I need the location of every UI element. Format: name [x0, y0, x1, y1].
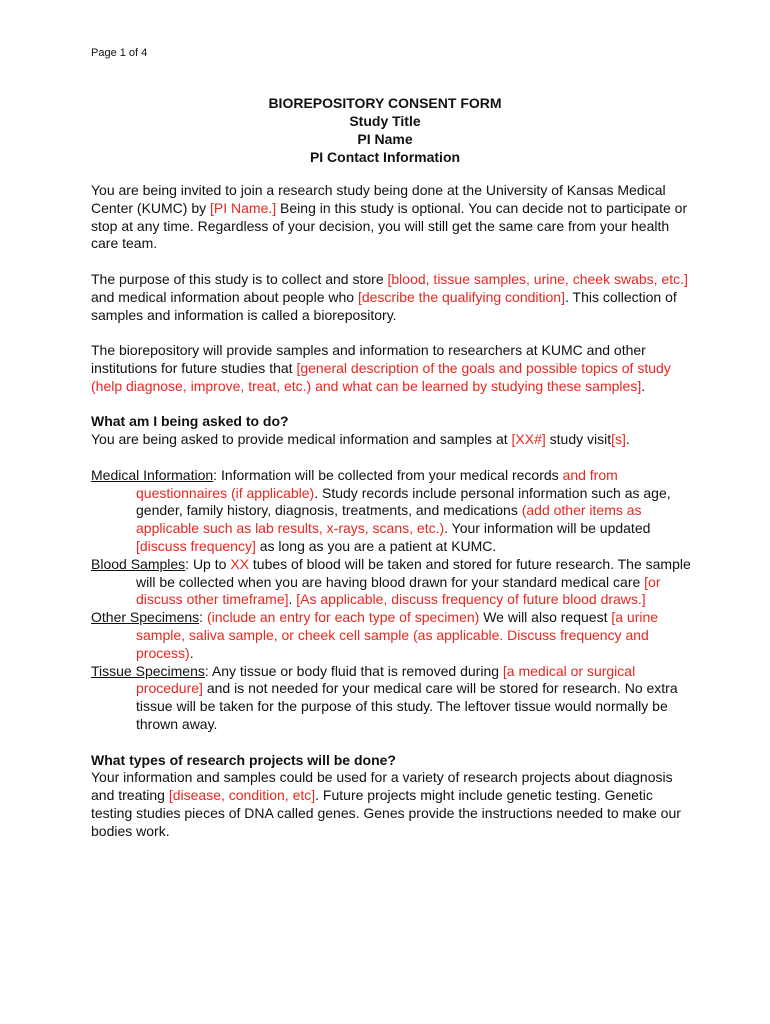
placeholder-text: and from questionnaires (if applicable): [136, 466, 618, 501]
placeholder-text: [PI Name.]: [210, 199, 277, 216]
biorepository-text: The biorepository will provide samples and information to researchers at KUMC and other institutions for future studies that: [91, 342, 646, 376]
item-text: : Any tissue or body fluid that is removed during: [204, 662, 503, 679]
placeholder-text: [or discuss other timeframe]: [136, 573, 661, 608]
item-label: Other Specimens: [91, 609, 200, 626]
asked-text: You are being asked to provide medical information and samples at: [91, 431, 512, 448]
placeholder-text: (include an entry for each type of specimen): [206, 609, 480, 626]
document-body: [91, 182, 691, 840]
blood-samples-item: [91, 556, 691, 609]
item-label: Tissue Specimens: [91, 662, 205, 679]
placeholder-text: [a medical or surgical procedure]: [136, 662, 636, 697]
placeholder-text: [disease, condition, etc]: [168, 787, 316, 804]
item-text: .: [189, 644, 194, 661]
medical-information-item: [91, 467, 691, 556]
placeholder-text: [a urine sample, saliva sample, or cheek cell sample (as applicable. Discuss frequency and process): [136, 609, 659, 661]
item-text: and is not needed for your medical care will be stored for research. No extra tissue will be taken for the purpose of this study. The leftover tissue would normally be thrown away.: [136, 680, 678, 732]
item-text: :: [199, 609, 207, 626]
item-text: as long as you are a patient at KUMC.: [255, 537, 497, 554]
item-label: Medical Information: [91, 466, 214, 483]
purpose-text: and medical information about people who: [91, 288, 358, 305]
item-text: . Your information will be updated: [444, 520, 651, 537]
asked-section: [91, 413, 691, 449]
placeholder-text: [blood, tissue samples, urine, cheek swabs, etc.]: [387, 270, 688, 287]
placeholder-text: [As applicable, discuss frequency of future blood draws.]: [296, 591, 646, 608]
item-text: .: [288, 591, 297, 608]
pi-name: PI Name: [357, 131, 413, 147]
item-text: : Up to: [185, 555, 231, 572]
asked-text: .: [625, 431, 630, 448]
placeholder-text: [general description of the goals and possible topics of study (help diagnose, improve, treat, etc.) and what can be learned by studying these samples]: [91, 359, 671, 394]
placeholder-text: [describe the qualifying condition]: [357, 288, 565, 305]
sample-items-list: [91, 467, 691, 734]
biorepository-text: .: [641, 377, 646, 394]
asked-text: study visit: [545, 431, 612, 448]
tissue-specimens-item: [91, 663, 691, 734]
research-section: [91, 752, 691, 841]
item-text: tubes of blood will be taken and stored for future research. The sample will be collected when you are having blood drawn for your standard medical care: [136, 555, 691, 590]
form-title-block: [0, 94, 770, 166]
biorepository-paragraph: [91, 342, 691, 395]
pi-contact-information: PI Contact Information: [309, 149, 461, 165]
research-text: Your information and samples could be used for a variety of research projects about diagnosis and treating: [91, 769, 673, 804]
placeholder-text: [XX#]: [511, 431, 546, 448]
placeholder-text: [discuss frequency]: [136, 537, 256, 554]
purpose-paragraph: [91, 271, 691, 324]
placeholder-text: [s]: [611, 431, 626, 448]
item-text: . Study records include personal information such as age, gender, family history, diagnosis, treatments, and medications: [136, 484, 671, 519]
section-heading: What types of research projects will be done?: [91, 751, 396, 768]
intro-paragraph: [91, 182, 691, 253]
study-title: Study Title: [349, 113, 421, 129]
purpose-text: The purpose of this study is to collect and store: [91, 270, 388, 287]
section-heading: What am I being asked to do?: [91, 413, 289, 430]
placeholder-text: (add other items as applicable such as lab results, x-rays, scans, etc.): [136, 502, 642, 537]
intro-text: Being in this study is optional. You can decide not to participate or stop at any time. Regardless of your decision, you will still get the same care from your health care team.: [91, 199, 688, 252]
item-text: : Information will be collected from your medical records: [213, 466, 563, 483]
research-text: . Future projects might include genetic testing. Genetic testing studies pieces of DNA called genes. Genes provide the instructions needed to make our bodies work.: [91, 787, 681, 839]
page-number: Page 1 of 4: [91, 47, 148, 59]
placeholder-text: XX: [230, 555, 249, 572]
item-label: Blood Samples: [91, 555, 186, 572]
form-title: BIOREPOSITORY CONSENT FORM: [268, 95, 502, 111]
purpose-text: . This collection of samples and information is called a biorepository.: [91, 288, 677, 323]
item-text: We will also request: [479, 609, 612, 626]
other-specimens-item: [91, 609, 691, 662]
intro-text: You are being invited to join a research study being done at the University of Kansas Medical Center (KUMC) by: [91, 182, 666, 216]
